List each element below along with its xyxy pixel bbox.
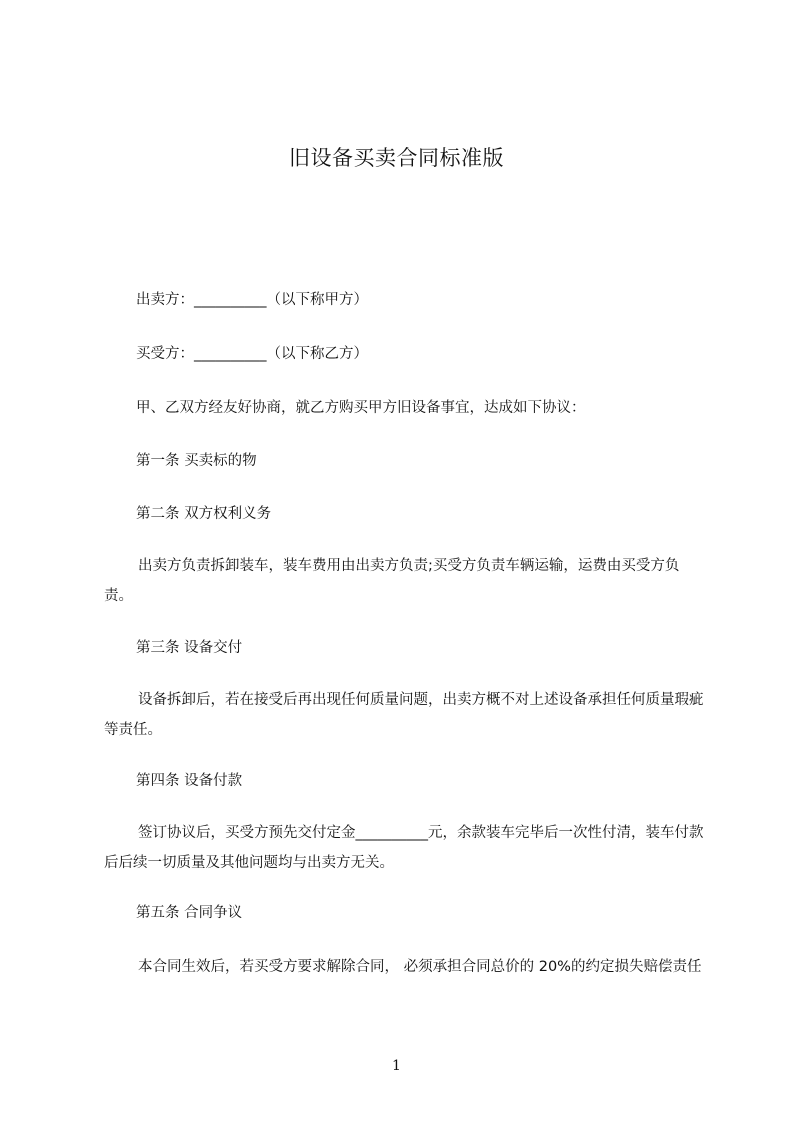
section-body-3-text: 设备拆卸后，若在接受后再出现任何质量问题，出卖方概不对上述设备承担任何质量瑕疵等责任。 (104, 692, 704, 738)
section-heading-4: 第四条 设备付款 (136, 773, 243, 789)
buyer-line: 买受方：__________（以下称乙方） (136, 346, 368, 362)
section-heading-1: 第一条 买卖标的物 (136, 453, 257, 469)
section-heading-5: 第五条 合同争议 (136, 905, 243, 921)
section-heading-3: 第三条 设备交付 (136, 640, 243, 656)
section-body-2-text: 出卖方负责拆卸装车，装车费用由出卖方负责;买受方负责车辆运输，运费由买受方负责。 (104, 558, 680, 604)
section-body-5 (104, 952, 704, 982)
preamble: 甲、乙双方经友好协商，就乙方购买甲方旧设备事宜，达成如下协议： (136, 400, 586, 416)
section-heading-2: 第二条 双方权利义务 (136, 506, 272, 522)
seller-line: 出卖方：__________（以下称甲方） (136, 292, 368, 308)
section-body-4-text: 签订协议后，买受方预先交付定金__________元，余款装车完毕后一次性付清，装车付款后后续一切质量及其他问题均与出卖方无关。 (104, 825, 704, 871)
section-body-4 (104, 818, 704, 878)
section-body-2 (104, 551, 704, 611)
page-number: 1 (392, 1058, 401, 1074)
section-body-3 (104, 685, 704, 745)
document-title: 旧设备买卖合同标准版 (289, 146, 504, 170)
section-body-5-text: 本合同生效后，若买受方要求解除合同， 必须承担合同总价的 20%的约定损失赔偿责任 (138, 959, 702, 975)
